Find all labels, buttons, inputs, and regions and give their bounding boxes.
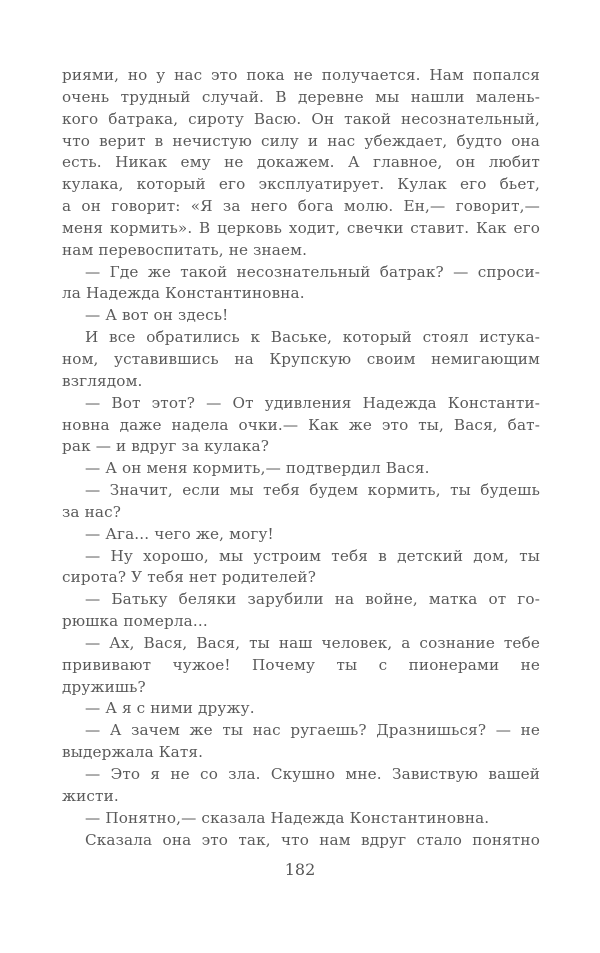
text-line: есть. Никак ему не докажем. А главное, он любит	[62, 153, 540, 172]
text-line: кого батрака, сироту Васю. Он такой несознательный,	[62, 109, 540, 128]
text-line: — Ну хорошо, мы устроим тебя в детский дом, ты	[85, 546, 540, 565]
text-line: рюшка померла...	[62, 612, 208, 631]
text-line: очень трудный случай. В деревне мы нашли малень-	[62, 87, 540, 106]
text-line: риями, но у нас это пока не получается. Нам попался	[62, 66, 540, 84]
text-line: — Это я не со зла. Скушно мне. Завиствую вашей	[85, 765, 540, 783]
text-line: жисти.	[62, 786, 119, 805]
text-line: сирота? У тебя нет родителей?	[62, 568, 316, 587]
text-line: — А я с ними дружу.	[85, 699, 255, 718]
text-line: — Понятно,— сказала Надежда Константиновна.	[85, 808, 490, 827]
text-line: — Вот этот? — От удивления Надежда Константи-	[85, 393, 540, 412]
text-line: новна даже надела очки.— Как же это ты, Вася, бат-	[62, 415, 540, 434]
text-line: взглядом.	[62, 371, 143, 390]
text-line: — Где же такой несознательный батрак? — спроси-	[85, 262, 540, 281]
text-line: — А вот он здесь!	[85, 306, 229, 325]
text-line: — А он меня кормить,— подтвердил Вася.	[85, 459, 430, 478]
text-line: — Ага... чего же, могу!	[85, 524, 274, 543]
text-line: — А зачем же ты нас ругаешь? Дразнишься? — не	[85, 721, 540, 740]
text-line: Сказала она это так, что нам вдруг стало понятно	[85, 830, 540, 849]
text-line: дружишь?	[62, 677, 146, 696]
text-line: — Ах, Вася, Вася, ты наш человек, а сознание тебе	[85, 633, 540, 652]
text-line: ном, уставившись на Крупскую своим немигающим	[62, 349, 540, 368]
text-line: а он говорит: «Я за него бога молю. Ен,— говорит,—	[62, 197, 540, 216]
text-line: выдержала Катя.	[62, 743, 204, 762]
text-line: нам перевоспитать, не знаем.	[62, 240, 308, 259]
text-line: кулака, который его эксплуатирует. Кулак его бьет,	[62, 175, 540, 194]
text-line: И все обратились к Ваське, который стоял истука-	[85, 328, 540, 347]
book-page-text	[62, 65, 540, 851]
text-line: за нас?	[62, 502, 122, 521]
text-line: меня кормить». В церковь ходит, свечки ставит. Как его	[62, 218, 540, 237]
text-line: что верит в нечистую силу и нас убеждает, будто она	[62, 131, 540, 150]
text-line: ла Надежда Константиновна.	[62, 284, 305, 303]
text-line: прививают чужое! Почему ты с пионерами не	[62, 655, 540, 674]
page-number: 182	[284, 860, 316, 879]
text-line: — Батьку беляки зарубили на войне, матка от го-	[85, 590, 540, 609]
text-line: — Значит, если мы тебя будем кормить, ты будешь	[85, 481, 540, 500]
text-line: рак — и вдруг за кулака?	[62, 437, 269, 456]
